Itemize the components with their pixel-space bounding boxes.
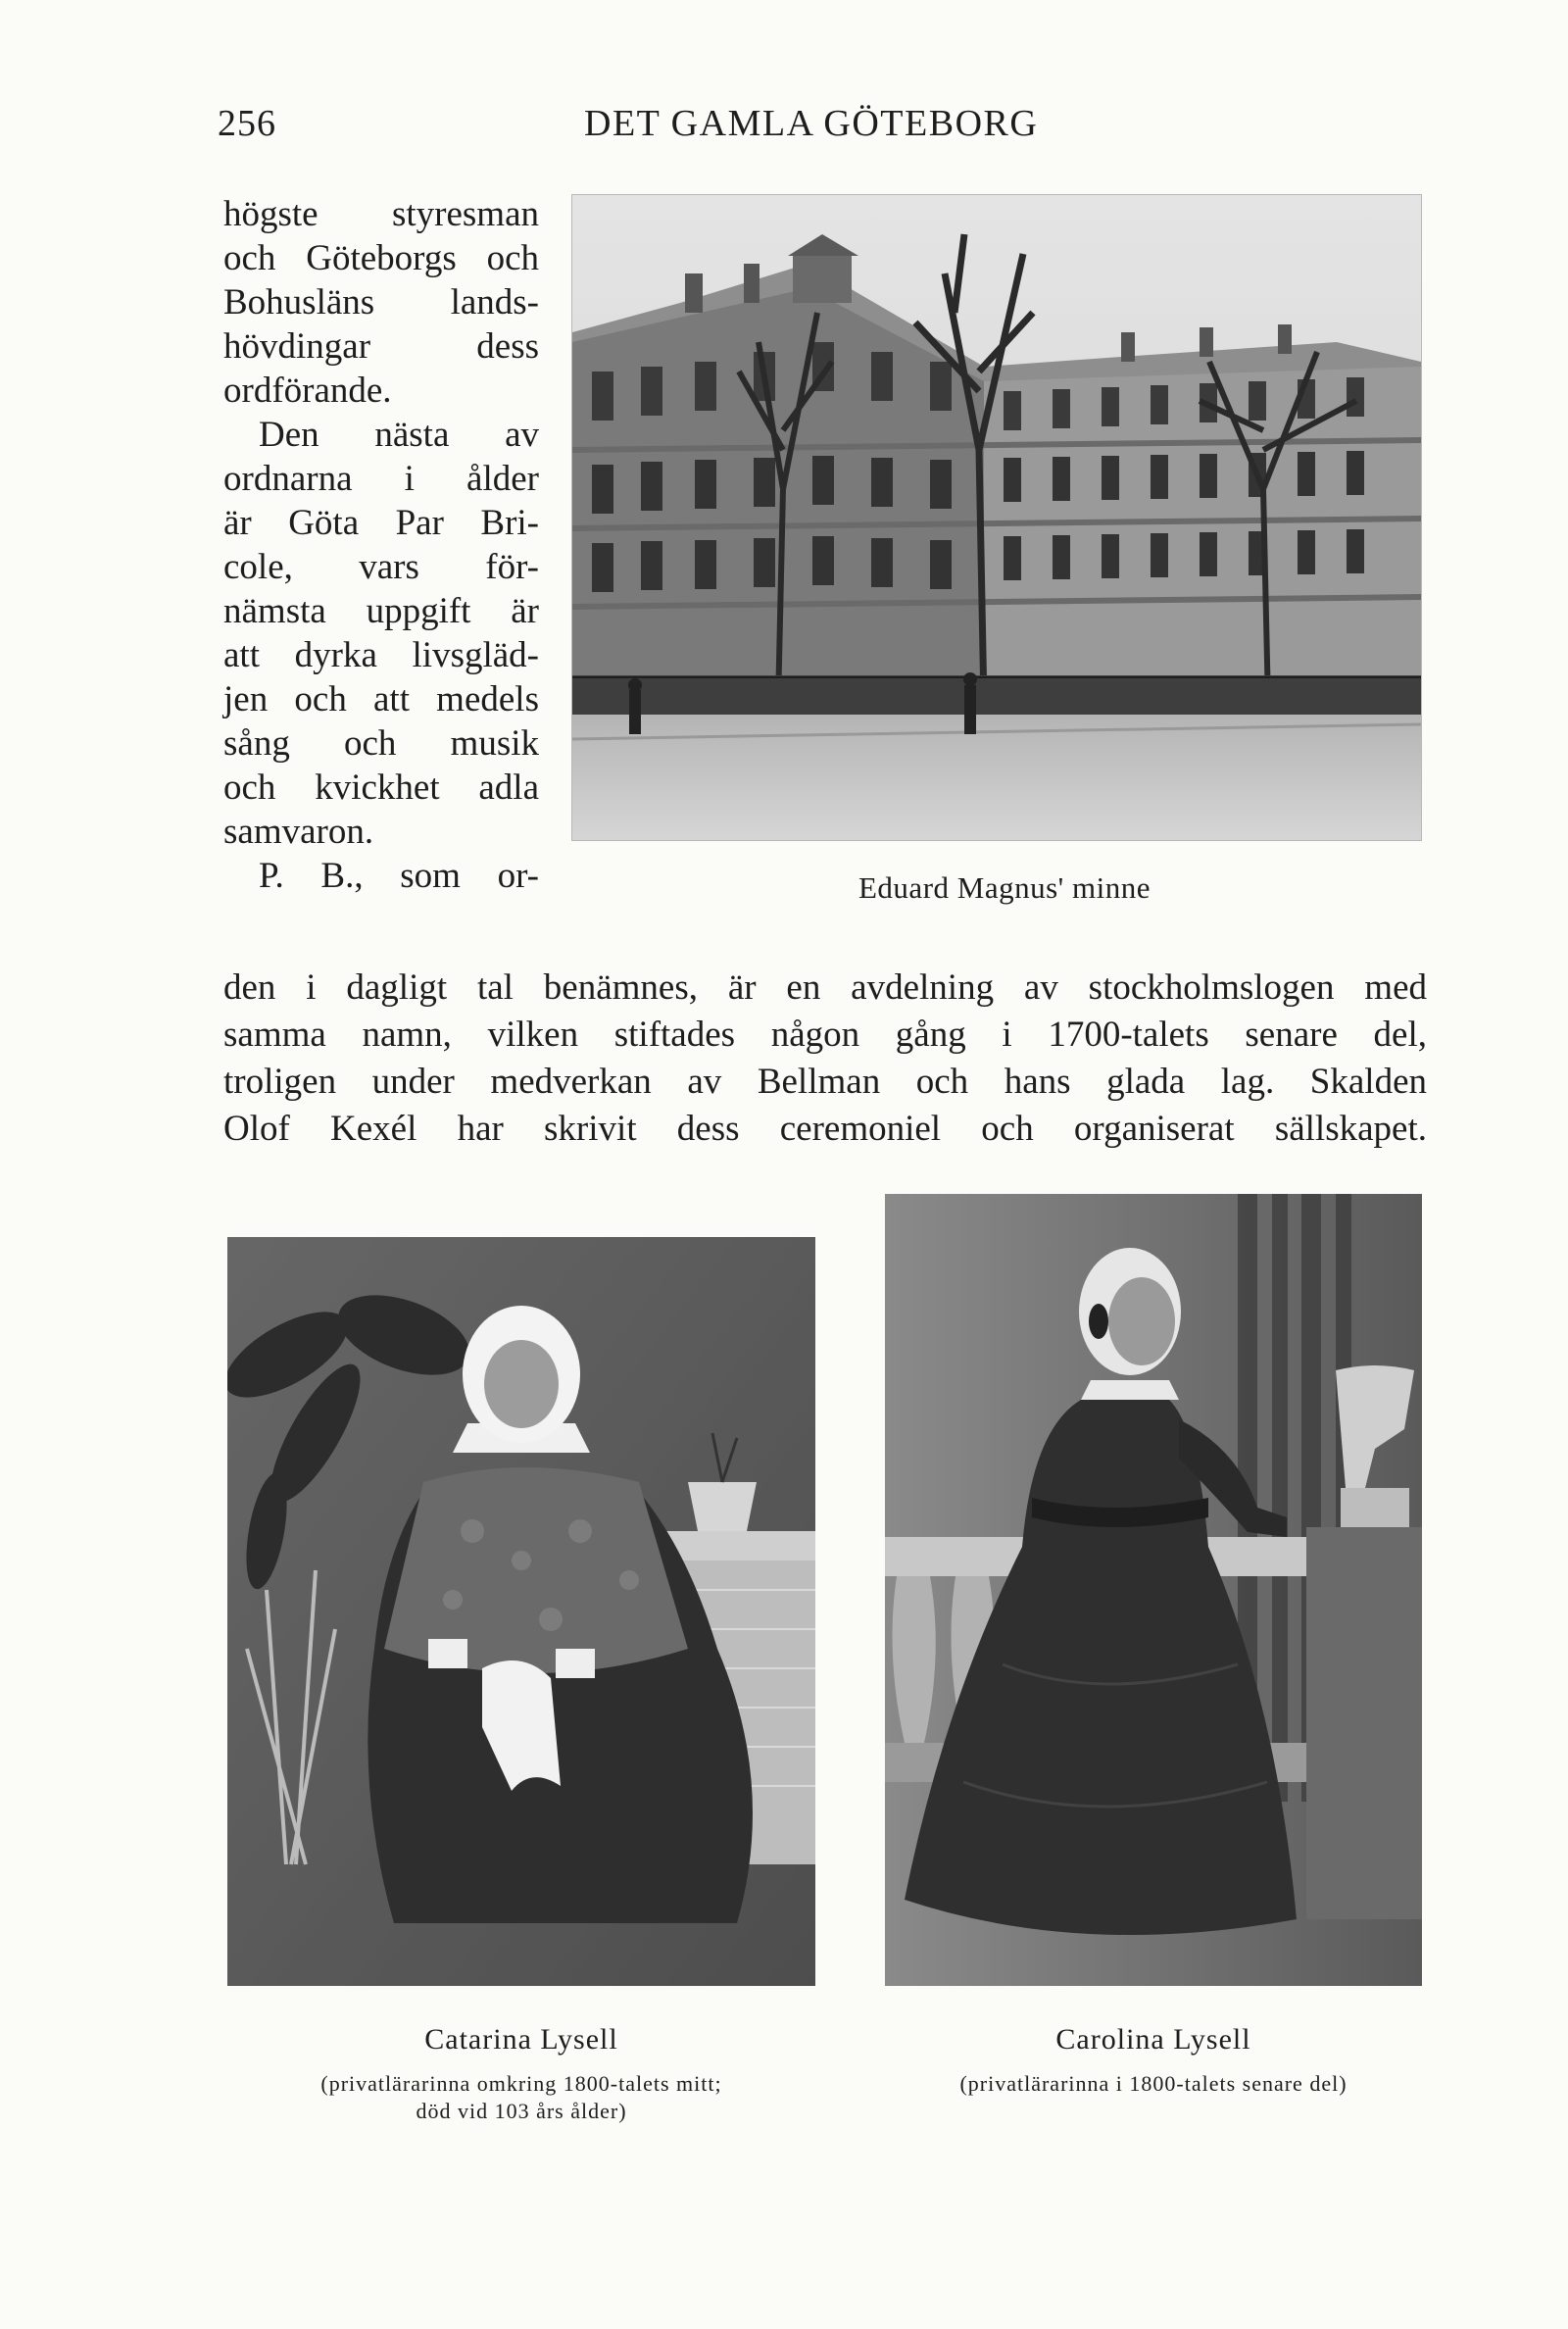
text-line: den i dagligt tal benämnes, är en avdelning av stockholmslogen med — [223, 967, 1427, 1008]
wide-text-column — [223, 965, 1427, 1153]
text-line: hövdingar dess — [223, 326, 539, 367]
building-photo-caption: Eduard Magnus' minne — [858, 870, 1151, 905]
building-photo-drawing — [572, 195, 1421, 840]
portrait-carolina-photo — [885, 1194, 1422, 1986]
catarina-caption-name: Catarina Lysell — [424, 2023, 618, 2056]
text-line: jen och att medels — [223, 679, 539, 719]
text-line: troligen under medverkan av Bellman och hans glada lag. Skalden — [223, 1062, 1427, 1102]
text-line: samma namn, vilken stiftades någon gång i 1700-talets senare del, — [223, 1015, 1427, 1055]
text-line: Den nästa av — [259, 415, 539, 455]
text-line: ordnarna i ålder — [223, 459, 539, 499]
text-line: och kvickhet adla — [223, 768, 539, 808]
catarina-caption-note: (privatlärarinna omkring 1800-talets mitt; — [320, 2071, 722, 2096]
text-line: att dyrka livsgläd- — [223, 635, 539, 675]
portrait-catarina-drawing — [227, 1237, 815, 1986]
text-line: cole, vars för- — [223, 547, 539, 587]
catarina-caption-note: död vid 103 års ålder) — [416, 2099, 627, 2123]
running-head: DET GAMLA GÖTEBORG — [584, 103, 1039, 144]
carolina-caption-name: Carolina Lysell — [1055, 2023, 1251, 2056]
portrait-catarina-photo — [227, 1237, 815, 1986]
text-line: samvaron. — [223, 812, 374, 852]
narrow-text-column — [223, 192, 539, 898]
text-line: sång och musik — [223, 723, 539, 764]
text-line: högste styresman — [223, 194, 539, 234]
carolina-caption-note: (privatlärarinna i 1800-talets senare del) — [959, 2071, 1348, 2096]
text-line: Olof Kexél har skrivit dess ceremoniel och organiserat sällskapet. — [223, 1109, 1427, 1149]
text-line: Bohusläns lands- — [223, 282, 539, 322]
text-line: P. B., som or- — [259, 856, 539, 896]
text-line: nämsta uppgift är — [223, 591, 539, 631]
text-line: och Göteborgs och — [223, 238, 539, 278]
text-line: ordförande. — [223, 371, 392, 411]
page-number: 256 — [218, 103, 276, 144]
building-photo — [571, 194, 1422, 841]
text-line: är Göta Par Bri- — [223, 503, 539, 543]
portrait-carolina-drawing — [885, 1194, 1422, 1986]
